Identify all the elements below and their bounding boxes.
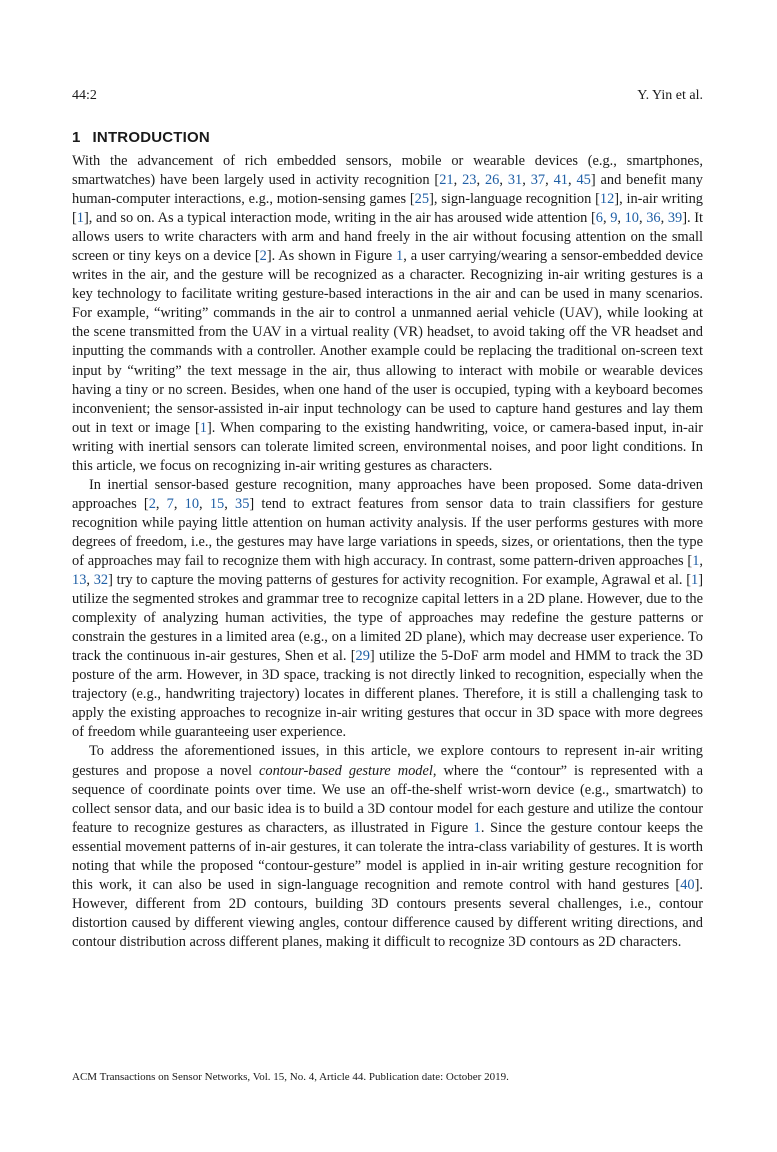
- text-run: ]. However, different from 2D contours, building 3D contours presents several challenges, i.e., contour distortion caused by different viewing angles, contour difference caused by different writing directions, and contour distribution across different planes, making it difficult to recognize 3D contours as 2D characters.: [72, 876, 703, 950]
- text-run: ,: [86, 572, 94, 589]
- citation-link[interactable]: 9: [610, 210, 618, 227]
- text-run: ] utilize the 5-DoF arm model and HMM to track the 3D posture of the arm. However, in 3D space, tracking is not directly linked to recognition, especially when the trajectory (e.g., handwriting trajectory) locates in different planes. Therefore, it is still a challenging task to apply the existing approaches to recognize in-air writing gestures that occur in 3D space with more degrees of freedom while guaranteeing user experience.: [72, 648, 704, 741]
- text-run: ] try to capture the moving patterns of gestures for activity recognition. For example, Agrawal et al. [: [108, 572, 691, 589]
- text-run: ,: [602, 210, 611, 227]
- citation-link[interactable]: 6: [595, 210, 603, 227]
- citation-link[interactable]: 13: [72, 572, 87, 589]
- text-run: ,: [617, 210, 625, 227]
- citation-link[interactable]: 1: [199, 419, 207, 436]
- text-run: ,: [660, 210, 668, 227]
- text-run: ,: [499, 172, 508, 189]
- citation-link[interactable]: 29: [355, 648, 370, 665]
- citation-link[interactable]: 12: [599, 191, 615, 208]
- citation-link[interactable]: 31: [507, 172, 523, 189]
- text-run: ] tend to extract features from sensor data to train classifiers for gesture recognition while paying little attention on human activity analysis. If the user performs gestures with more degrees of freedom, i.e., the gestures may have large variations in speeds, sizes, or orientations, then the type of approaches may fail to recognize them with high accuracy. In contrast, some pattern-driven approaches [: [72, 495, 704, 569]
- citation-link[interactable]: 1: [691, 572, 699, 589]
- citation-link[interactable]: 1: [76, 210, 84, 227]
- citation-link[interactable]: 32: [93, 572, 109, 589]
- citation-link[interactable]: 37: [530, 172, 546, 189]
- citation-link[interactable]: 26: [484, 172, 500, 189]
- text-run: ]. As shown in Figure: [266, 248, 397, 265]
- citation-link[interactable]: 25: [414, 191, 430, 208]
- text-run: ,: [522, 172, 531, 189]
- text-run: ,: [567, 172, 577, 189]
- text-run: In inertial sensor-based gesture recognition, many approaches have been proposed. Some data-driven approaches [: [72, 476, 703, 512]
- text-run: ,: [173, 495, 185, 512]
- citation-link[interactable]: 15: [209, 495, 225, 512]
- text-run: ] and benefit many human-computer interactions, e.g., motion-sensing games [: [72, 172, 703, 208]
- citation-link[interactable]: 40: [680, 876, 695, 893]
- citation-link[interactable]: 7: [166, 495, 174, 512]
- journal-footer: ACM Transactions on Sensor Networks, Vol. 15, No. 4, Article 44. Publication date: October 2019.: [72, 1071, 509, 1083]
- emphasized-term: contour-based gesture model: [258, 762, 433, 779]
- text-run: ,: [224, 495, 235, 512]
- text-run: ], sign-language recognition [: [429, 191, 600, 208]
- page-number-label: 44:2: [72, 88, 97, 103]
- paragraph-3: [72, 742, 703, 952]
- section-heading: [72, 129, 210, 146]
- body-text: [72, 152, 703, 952]
- text-run: ], and so on. As a typical interaction mode, writing in the air has aroused wide attention [: [84, 210, 596, 227]
- citation-link[interactable]: 1: [396, 248, 404, 265]
- citation-link[interactable]: 39: [667, 210, 683, 227]
- text-run: ,: [639, 210, 647, 227]
- paragraph-1: [72, 152, 703, 476]
- citation-link[interactable]: 21: [439, 172, 454, 189]
- citation-link[interactable]: 41: [553, 172, 568, 189]
- citation-link[interactable]: 10: [624, 210, 639, 227]
- citation-link[interactable]: 2: [148, 495, 156, 512]
- citation-link[interactable]: 23: [462, 172, 477, 189]
- text-run: To address the aforementioned issues, in this article, we explore contours to represent in-air writing gestures and propose a novel: [72, 743, 703, 779]
- section-title: INTRODUCTION: [92, 129, 210, 146]
- text-run: ,: [453, 172, 463, 189]
- text-run: ]. It allows users to write characters with arm and hand freely in the air without focusing attention on the small screen or tiny keys on a device [: [72, 210, 704, 265]
- citation-link[interactable]: 10: [184, 495, 200, 512]
- section-number: 1: [72, 129, 81, 146]
- citation-link[interactable]: 1: [692, 552, 700, 569]
- citation-link[interactable]: 2: [259, 248, 267, 265]
- text-run: ,: [199, 495, 210, 512]
- text-run: ] utilize the segmented strokes and grammar tree to recognize capital letters in a 2D plane. However, due to the complexity of analyzing human activities, the type of approaches may redefine the gesture patterns or constrain the gestures in a limited area (e.g., on a limited 2D plane), which may decrease user experience. To track the continuous in-air gestures, Shen et al. [: [72, 572, 703, 665]
- running-head-authors: Y. Yin et al.: [637, 88, 703, 103]
- text-run: With the advancement of rich embedded sensors, mobile or wearable devices (e.g., smartphones, smartwatches) have been largely used in activity recognition [: [72, 153, 703, 189]
- citation-link[interactable]: 36: [646, 210, 661, 227]
- text-run: . Since the gesture contour keeps the essential movement patterns of in-air gestures, it can tolerate the intra-class variability of gestures. It is worth noting that while the proposed “contour-gesture” model is applied in in-air writing gesture recognition for this work, it can also be used in sign-language recognition and remote control with hand gestures [: [72, 819, 703, 893]
- text-run: , a user carrying/wearing a sensor-embedded device writes in the air, and the gesture will be recognized as a character. Recognizing in-air writing gestures is a key technology to facilitate writing gesture-based interactions in the air and can be used in many scenarios. For example, “writing” commands in the air to control a unmanned aerial vehicle (UAV), while looking at the scene transmitted from the UAV in a virtual reality (VR) headset, to avoid taking off the VR headset and inputting the commands with a controller. Another example could be replacing the traditional on-screen text input by “writing” the text message in the air, thus allowing to interact with mobile or wearable devices having a tiny or no screen. Besides, when one hand of the user is occupied, typing with a keyboard becomes inconvenient; the sensor-assisted in-air input technology can be used to capture hand gestures and lay them out in text or image [: [72, 248, 703, 436]
- text-run: ,: [545, 172, 554, 189]
- text-run: ,: [476, 172, 485, 189]
- text-run: ,: [155, 495, 167, 512]
- citation-link[interactable]: 35: [235, 495, 250, 512]
- text-run: ]. When comparing to the existing handwriting, voice, or camera-based input, in-air writing with inertial sensors can tolerate limited screen, environmental noises, and poor light conditions. In this article, we focus on recognizing in-air writing gestures as characters.: [72, 419, 703, 474]
- text-run: ], in-air writing [: [72, 191, 703, 227]
- text-run: ,: [699, 552, 703, 569]
- citation-link[interactable]: 45: [576, 172, 591, 189]
- citation-link[interactable]: 1: [473, 819, 481, 836]
- paragraph-2: [72, 476, 703, 743]
- text-run: , where the “contour” is represented with a sequence of coordinate points over time. We use an off-the-shelf wrist-worn device (e.g., smartwatch) to collect sensor data, and our basic idea is to build a 3D contour model for each gesture and utilize the contour feature to recognize gestures as characters, as illustrated in Figure: [72, 762, 703, 836]
